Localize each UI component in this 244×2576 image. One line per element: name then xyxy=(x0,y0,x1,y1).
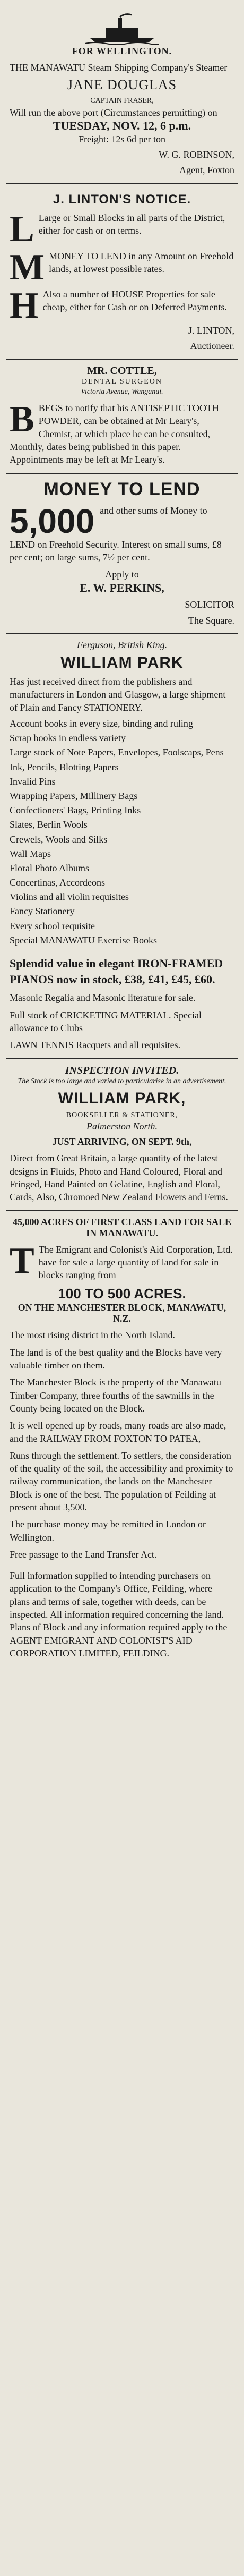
land-point: The most rising district in the North Island. xyxy=(10,1330,175,1341)
dentist-advertisement xyxy=(6,360,238,473)
stock-note: The Stock is too large and varied to particularise in an advertisement. xyxy=(18,1077,226,1085)
list-item: Fancy Stationery xyxy=(10,906,75,917)
land-advertisement xyxy=(6,1211,238,1667)
money-title: MONEY TO LEND xyxy=(43,479,201,499)
land-info: Full information supplied to intending purchasers on application to the Company's Office, Feilding, where plans and terms of sale, together with deeds, can be inspected. All information required concerning the land. Plans of Block and any information required apply to the AGENT EMIGRANT AND COLONIST'S AID CORPORATION LIMITED, FEILDING. xyxy=(10,1570,228,1659)
linton-notice xyxy=(6,184,238,360)
park-intro: Has just received direct from the publishers and manufacturers in London and Glasgow, a large shipment of Plain and Fancy STATIONERY. xyxy=(10,676,226,713)
money-amount-row xyxy=(10,501,234,564)
date: TUESDAY, NOV. 12, 6 p.m. xyxy=(53,119,191,133)
list-item: Confectioners' Bags, Printing Inks xyxy=(10,805,141,816)
money-line2: LEND on Freehold Security. Interest on small sums, £8 per cent; on large sums, 7½ per cent. xyxy=(10,539,222,563)
land-header: 45,000 ACRES OF FIRST CLASS LAND FOR SALE IN MANAWATU. xyxy=(12,1216,232,1238)
land-point: The Manchester Block is the property of the Manawatu Timber Company, three fourths of the sawmills in the County being located on the Block. xyxy=(10,1377,221,1414)
park-header: Ferguson, British King. xyxy=(76,640,168,651)
park-town: Palmerston North. xyxy=(86,1121,158,1132)
dentist-body: B BEGS to notify that his ANTISEPTIC TOOTH POWDER, can be obtained at Mr Leary's, Chemist, at which place he can be consulted, Monthly, dates being published in this paper. Appointments may be left at Mr Leary's. xyxy=(10,399,220,465)
cricket: Full stock of CRICKETING MATERIAL. Special allowance to Clubs xyxy=(10,1009,202,1033)
park-name: WILLIAM PARK xyxy=(60,654,184,672)
list-item: Special MANAWATU Exercise Books xyxy=(10,934,158,946)
land-p1: T The Emigrant and Colonist's Aid Corporation, Ltd. have for sale a large quantity of land for sale in blocks ranging from xyxy=(10,1240,233,1281)
destination: FOR WELLINGTON. xyxy=(72,46,172,56)
list-item: Violins and all violin requisites xyxy=(10,891,129,903)
list-item: Wrapping Papers, Millinery Bags xyxy=(10,790,138,801)
captain: CAPTAIN FRASER, xyxy=(90,97,154,105)
list-item: Floral Photo Albums xyxy=(10,862,90,873)
list-item: Crewels, Wools and Silks xyxy=(10,834,108,845)
arrival-desc: Direct from Great Britain, a large quantity of the latest designs in Fluids, Photo and Hand Coloured, Floral and Fringed, Hand Painted on Gelatine, English and Floral, Cards, Also, Chromoed New Zealand Flowers and Ferns. xyxy=(10,1153,228,1203)
intro-text: THE MANAWATU Steam Shipping Company's Steamer xyxy=(10,62,228,73)
tennis: LAWN TENNIS Racquets and all requisites. xyxy=(10,1040,181,1051)
newspaper-column xyxy=(6,0,238,2576)
agent-name: W. G. ROBINSON, xyxy=(159,149,234,160)
land-range: 100 TO 500 ACRES. xyxy=(58,1286,186,1302)
dropcap: B xyxy=(10,399,34,440)
schedule-line: Will run the above port (Circumstances permitting) on xyxy=(10,107,217,118)
land-point: Free passage to the Land Transfer Act. xyxy=(10,1549,157,1560)
list-item: Every school requisite xyxy=(10,920,95,931)
pianos: Splendid value in elegant IRON-FRAMED PIANOS now in stock, £38, £41, £45, £60. xyxy=(10,957,223,986)
ship-advertisement xyxy=(6,4,238,184)
park-items xyxy=(10,717,234,947)
list-item: Ink, Pencils, Blotting Papers xyxy=(10,761,119,772)
dentist-address: Victoria Avenue, Wanganui. xyxy=(81,388,163,396)
land-block: ON THE MANCHESTER BLOCK, MANAWATU, N.Z. xyxy=(18,1302,226,1324)
arrival: JUST ARRIVING, ON SEPT. 9th, xyxy=(52,1136,192,1147)
linton-sig: J. LINTON, xyxy=(188,325,234,336)
ship-name: JANE DOUGLAS xyxy=(67,77,177,93)
linton-money: M MONEY TO LEND in any Amount on Freehold lands, at lowest possible rates. xyxy=(10,247,234,288)
dentist-name: MR. COTTLE, xyxy=(87,365,157,377)
park-bottom-advertisement xyxy=(6,1059,238,1211)
list-item: Account books in every size, binding and ruling xyxy=(10,718,193,729)
land-point: The purchase money may be remitted in London or Wellington. xyxy=(10,1519,206,1543)
list-item: Invalid Pins xyxy=(10,776,56,787)
dropcap: L xyxy=(10,209,34,250)
list-item: Concertinas, Accordeons xyxy=(10,877,105,888)
list-item: Slates, Berlin Wools xyxy=(10,819,88,830)
land-point: The land is of the best quality and the Blocks have very valuable timber on them. xyxy=(10,1347,222,1371)
solicitor-address: The Square. xyxy=(188,615,234,626)
inspection-invited: INSPECTION INVITED. xyxy=(65,1064,179,1076)
dropcap: M xyxy=(10,247,45,288)
land-point: Runs through the settlement. To settlers, the consideration of the quality of the soil, the accessibility and proximity to railway communication, the lands on the Manchester Block is one of the best. The population of Feilding at present about 3,500. xyxy=(10,1450,233,1512)
freight: Freight: 12s 6d per ton xyxy=(79,134,165,145)
perkins-advertisement xyxy=(6,474,238,634)
land-point: It is well opened up by roads, many roads are also made, and the RAILWAY FROM FOXTON TO PATEA, xyxy=(10,1420,226,1444)
solicitor-role: SOLICITOR xyxy=(185,599,234,610)
solicitor-name: E. W. PERKINS, xyxy=(80,581,164,594)
linton-lands: L Large or Small Blocks in all parts of the District, either for cash or on terms. xyxy=(10,209,225,250)
linton-title: J. LINTON'S NOTICE. xyxy=(53,192,191,207)
park-name-2: WILLIAM PARK, xyxy=(58,1090,186,1108)
dentist-role: DENTAL SURGEON xyxy=(82,378,162,386)
linton-houses: H Also a number of HOUSE Properties for sale cheap, either for Cash or on Deferred Payments. xyxy=(10,285,227,327)
steamship-illustration xyxy=(85,12,159,46)
agent-title: Agent, Foxton xyxy=(179,164,234,175)
dropcap: H xyxy=(10,285,39,327)
list-item: Scrap books in endless variety xyxy=(10,733,126,744)
list-item: Wall Maps xyxy=(10,848,51,859)
dropcap: T xyxy=(10,1240,34,1281)
list-item: Large stock of Note Papers, Envelopes, Foolscaps, Pens xyxy=(10,747,224,758)
money-line1: and other sums of Money to xyxy=(100,505,207,516)
regalia: Masonic Regalia and Masonic literature for sale. xyxy=(10,992,196,1004)
apply-label: Apply to xyxy=(105,569,139,580)
park-role: BOOKSELLER & STATIONER, xyxy=(66,1111,178,1120)
linton-role: Auctioneer. xyxy=(190,341,234,352)
park-advertisement xyxy=(6,634,238,1059)
money-amount: 5,000 xyxy=(10,501,95,540)
